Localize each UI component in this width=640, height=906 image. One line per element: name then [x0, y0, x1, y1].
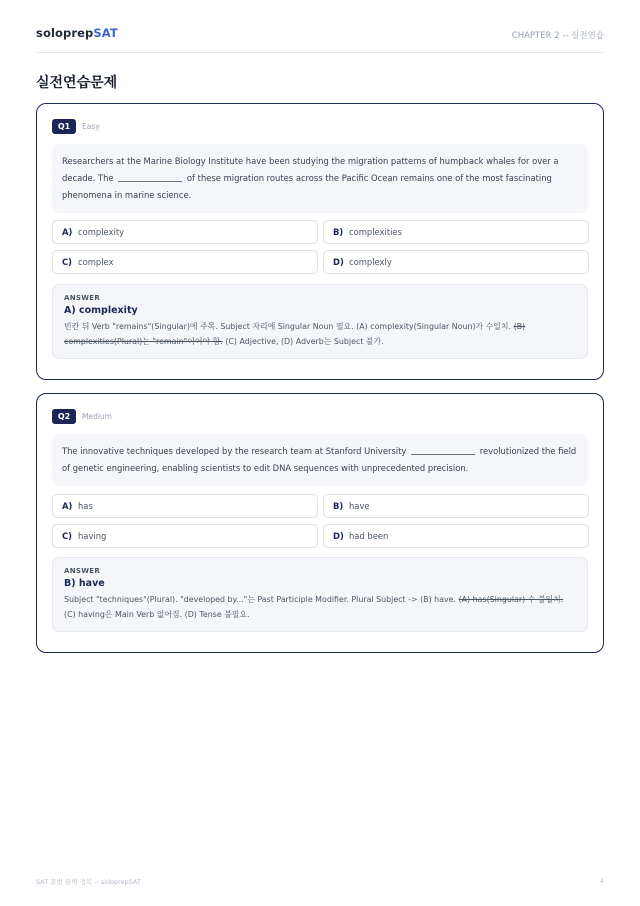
difficulty-label: Medium [82, 412, 112, 421]
option-text: has [78, 501, 93, 511]
question-number-badge: Q1 [52, 119, 76, 134]
page-title: 실전연습문제 [36, 75, 118, 91]
option-letter: C) [62, 531, 72, 541]
answer-explanation [64, 319, 576, 349]
option-a[interactable] [52, 220, 318, 244]
option-c[interactable] [52, 524, 318, 548]
answer-label: ANSWER [64, 567, 101, 575]
question-card-1 [36, 103, 604, 380]
answer-choice: A) complexity [64, 305, 138, 316]
option-letter: D) [333, 531, 344, 541]
option-letter: C) [62, 257, 72, 267]
answer-blank [411, 443, 475, 455]
passage-after-blank: revolutionized the field of genetic engineering, enabling scientists to edit DNA sequences with unprecedented precision. [62, 446, 577, 473]
question-passage [52, 144, 588, 213]
explanation-struck-text: (B) complexities(Plural)는 "remain"이어야 함. [64, 322, 526, 346]
footer-text: SAT 문법 완벽 정복 -- soloprepSAT [36, 878, 141, 886]
question-header [52, 409, 112, 424]
explanation-tail: (C) Adjective, (D) Adverb는 Subject 불가. [225, 337, 384, 346]
answer-box [52, 284, 588, 359]
option-text: had been [349, 531, 389, 541]
option-letter: D) [333, 257, 344, 267]
option-letter: A) [62, 501, 73, 511]
brand-accent: SAT [93, 26, 118, 40]
option-c[interactable] [52, 250, 318, 274]
option-letter: B) [333, 227, 344, 237]
explanation-text: 빈칸 뒤 Verb "remains"(Singular)에 주목. Subject 자리에 Singular Noun 필요. (A) complexity(Singular Noun)가 수일치. [64, 322, 512, 331]
option-text: complexity [78, 227, 125, 237]
page-number: 4 [599, 877, 604, 885]
explanation-tail: (C) having은 Main Verb 없어짐. (D) Tense 불필요. [64, 610, 250, 619]
explanation-text: Subject "techniques"(Plural). "developed by..."는 Past Participle Modifier. Plural Subject -> (B) have. [64, 595, 457, 604]
option-letter: B) [333, 501, 344, 511]
option-letter: A) [62, 227, 73, 237]
answer-choice: B) have [64, 578, 105, 589]
passage-before-blank: Researchers at the Marine Biology Institute have been studying the migration patterns of humpback whales for over a decade. The [62, 156, 559, 183]
option-b[interactable] [323, 494, 589, 518]
brand-prefix: soloprep [36, 26, 94, 40]
passage-before-blank: The innovative techniques developed by the research team at Stanford University [62, 446, 407, 456]
option-text: complexly [349, 257, 392, 267]
question-number-badge: Q2 [52, 409, 76, 424]
question-card-2 [36, 393, 604, 653]
option-text: complex [78, 257, 114, 267]
difficulty-label: Easy [82, 122, 100, 131]
option-d[interactable] [323, 524, 589, 548]
brand-logo [36, 26, 118, 40]
question-header [52, 119, 100, 134]
option-text: complexities [349, 227, 402, 237]
option-text: having [78, 531, 107, 541]
answer-blank [118, 170, 182, 182]
answer-explanation [64, 592, 576, 622]
option-text: have [349, 501, 370, 511]
passage-after-blank: of these migration routes across the Pacific Ocean remains one of the most fascinating phenomena in marine science. [62, 173, 552, 200]
explanation-struck-text: (A) has(Singular) 수 불일치. [458, 595, 564, 604]
chapter-label: CHAPTER 2 -- 실전연습 [511, 31, 604, 41]
option-d[interactable] [323, 250, 589, 274]
option-b[interactable] [323, 220, 589, 244]
answer-box [52, 557, 588, 632]
answer-label: ANSWER [64, 294, 101, 302]
option-a[interactable] [52, 494, 318, 518]
page-header [36, 26, 604, 53]
question-passage [52, 434, 588, 486]
